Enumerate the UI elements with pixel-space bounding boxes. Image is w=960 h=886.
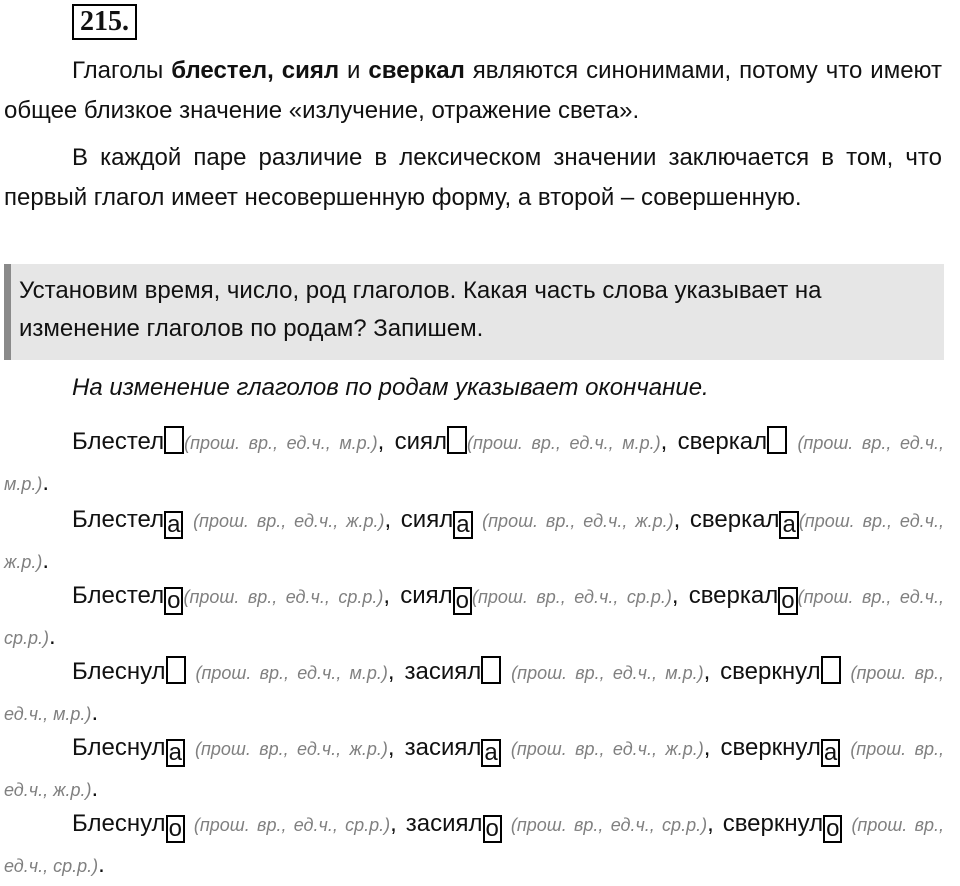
verb-row [4, 576, 944, 658]
separator: , [707, 810, 723, 837]
paragraph-synonyms [4, 51, 942, 131]
grammar-note: (прош. вр., ед.ч., м.р.) [467, 433, 661, 453]
separator: , [387, 734, 405, 761]
verb-row [4, 728, 944, 810]
grammar-note: (прош. вр., ед.ч., ср.р.) [183, 587, 384, 607]
ending-box: о [166, 815, 185, 843]
grammar-note: (прош. вр., ед.ч., ср.р.) [510, 815, 708, 835]
grammar-note: (прош. вр., ед.ч., ср.р.) [4, 587, 944, 648]
separator: , [384, 506, 401, 533]
ending-box: а [166, 739, 185, 767]
verb-stem: сверкал [677, 428, 768, 455]
grammar-note: (прош. вр., ед.ч., ж.р.) [4, 739, 944, 800]
verb-stem: Блеснул [72, 810, 166, 837]
separator: , [390, 810, 406, 837]
verb-stem: Блестел [72, 506, 165, 533]
verb-stem: засиял [404, 658, 482, 685]
separator: , [673, 506, 690, 533]
separator: , [383, 582, 401, 609]
separator: . [91, 775, 99, 802]
ending-box [447, 426, 467, 454]
ending-box: а [481, 739, 500, 767]
ending-box [767, 426, 787, 454]
separator: , [703, 734, 721, 761]
grammar-note: (прош. вр., ед.ч., ж.р.) [194, 739, 388, 759]
verb-stem: сверкнул [720, 734, 821, 761]
separator: , [387, 658, 405, 685]
ending-box: а [821, 739, 840, 767]
verb-stem: сверкнул [722, 810, 824, 837]
grammar-note: (прош. вр., ед.ч., ср.р.) [4, 815, 944, 876]
bold-words: блестел, сиял [171, 57, 340, 84]
text: Глаголы [72, 57, 172, 84]
grammar-note: (прош. вр., ед.ч., ср.р.) [193, 815, 391, 835]
ending-box: о [453, 587, 472, 615]
verb-stem: сиял [400, 582, 453, 609]
verb-stem: Блестел [72, 428, 165, 455]
ending-box [166, 656, 186, 684]
verb-row [4, 804, 944, 886]
verb-stem: засиял [404, 734, 482, 761]
task-box: Установим время, число, род глаголов. Какая часть слова указывает на изменение глаголов по родам? Запишем. [4, 264, 944, 360]
grammar-note: (прош. вр., ед.ч., м.р.) [511, 663, 704, 683]
separator: , [377, 428, 395, 455]
answer-line: На изменение глаголов по родам указывает окончание. [72, 374, 709, 401]
verb-stem: сверкал [688, 582, 779, 609]
exercise-number: 215. [72, 4, 137, 40]
text: и [339, 57, 369, 84]
grammar-note: (прош. вр., ед.ч., м.р.) [4, 663, 945, 724]
verb-row [4, 652, 944, 734]
ending-box [821, 656, 841, 684]
verb-stem: Блестел [72, 582, 165, 609]
verb-stem: сверкал [689, 506, 780, 533]
paragraph-difference: В каждой паре различие в лексическом значении заключается в том, что первый глагол имеет несовершенную форму, а второй – совершенную. [4, 144, 942, 211]
grammar-note: (прош. вр., ед.ч., м.р.) [184, 433, 378, 453]
grammar-note: (прош. вр., ед.ч., м.р.) [4, 433, 945, 494]
ending-box: о [164, 587, 183, 615]
verb-row [4, 500, 944, 582]
grammar-note: (прош. вр., ед.ч., ж.р.) [510, 739, 704, 759]
separator: , [660, 428, 678, 455]
ending-box: а [779, 511, 798, 539]
grammar-note: (прош. вр., ед.ч., ж.р.) [193, 511, 385, 531]
verb-stem: Блеснул [72, 658, 166, 685]
separator: , [703, 658, 721, 685]
ending-box: о [483, 815, 502, 843]
ending-box: о [778, 587, 797, 615]
ending-box [481, 656, 501, 684]
separator: . [42, 547, 50, 574]
ending-box: о [823, 815, 842, 843]
separator: . [98, 851, 105, 878]
separator: . [42, 469, 50, 496]
bold-word: сверкал [368, 57, 465, 84]
verb-stem: Блеснул [72, 734, 166, 761]
ending-box: а [453, 511, 472, 539]
separator: . [49, 623, 56, 650]
separator: . [91, 699, 99, 726]
ending-box: а [164, 511, 183, 539]
verb-stem: сиял [400, 506, 454, 533]
grammar-note: (прош. вр., ед.ч., ж.р.) [482, 511, 674, 531]
separator: , [671, 582, 689, 609]
verb-stem: сверкнул [720, 658, 821, 685]
grammar-note: (прош. вр., ед.ч., м.р.) [195, 663, 388, 683]
verb-row [4, 422, 944, 504]
ending-box [164, 426, 184, 454]
grammar-note: (прош. вр., ед.ч., ср.р.) [471, 587, 672, 607]
verb-stem: засиял [405, 810, 483, 837]
text: являются синонимами, потому что имеют общее близкое значение «излучение, отражение света». [4, 57, 942, 124]
grammar-note: (прош. вр., ед.ч., ж.р.) [4, 511, 944, 572]
verb-stem: сиял [394, 428, 448, 455]
